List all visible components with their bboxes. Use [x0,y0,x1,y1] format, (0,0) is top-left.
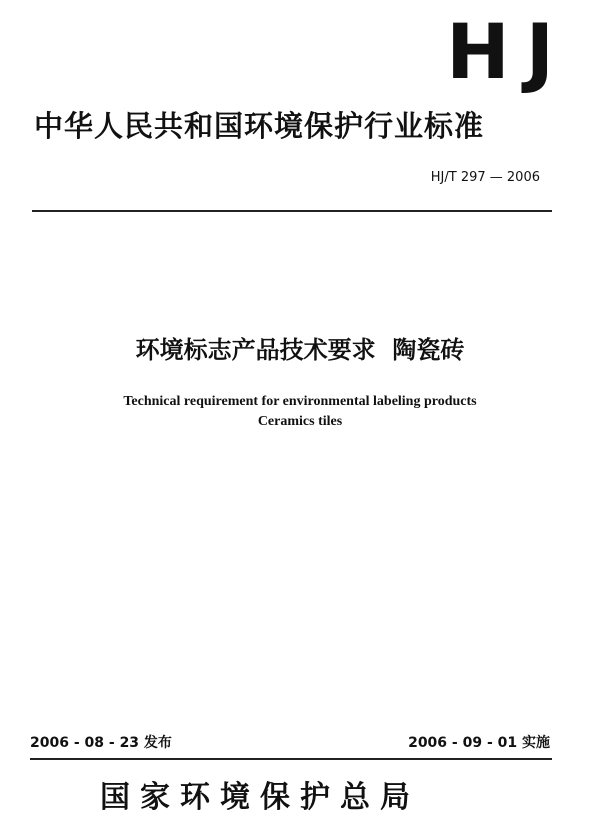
bottom-divider [30,758,552,760]
issue-date: 2006 - 08 - 23 发布 [30,735,172,751]
top-divider [32,210,552,212]
implementation-date: 2006 - 09 - 01 实施 [408,735,550,751]
industry-standard-title: 中华人民共和国环境保护行业标准 [34,109,485,143]
english-title: Technical requirement for environmental labeling products [123,394,477,409]
hj-logo: HJ [446,7,570,96]
issuing-authority: 国家环境保护总局 [100,780,420,815]
english-subtitle: Ceramics tiles [257,414,343,429]
standard-number: HJ/T 297 — 2006 [430,170,540,185]
chinese-title: 环境标志产品技术要求 陶瓷砖 [135,336,465,364]
